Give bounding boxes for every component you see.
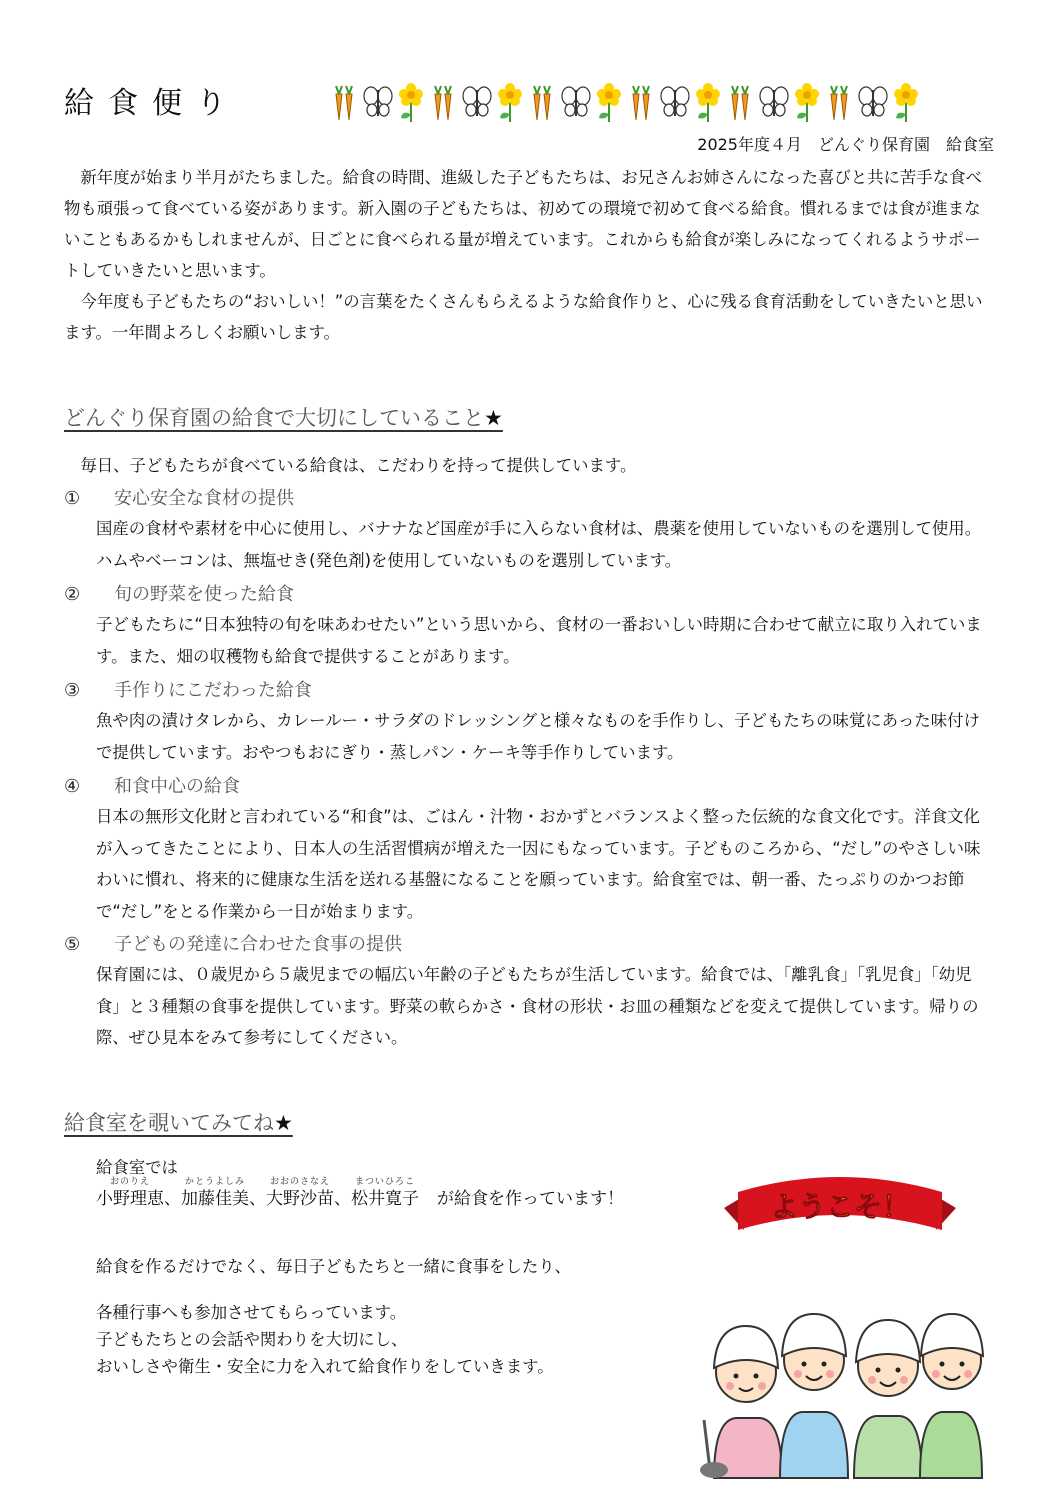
butterfly-icon: [561, 80, 591, 124]
item-body-3: 魚や肉の漬けタレから、カレールー・サラダのドレッシングと様々なものを手作りし、子どもたちの味覚にあった味付けで提供しています。おやつもおにぎり・蒸しパン・ケーキ等手作りしています。: [96, 711, 980, 762]
kitchen-line-3: 給食を作るだけでなく、毎日子どもたちと一緒に食事をしたり、: [96, 1257, 571, 1276]
name-ruby: まついひろこ: [354, 1177, 415, 1187]
item-number: ③: [64, 680, 81, 701]
section1-lead: 毎日、子どもたちが食べている給食は、こだわりを持って提供しています。: [80, 456, 637, 475]
item-body-1: 国産の食材や素材を中心に使用し、バナナなど国産が手に入らない食材は、農薬を使用していないものを選別して使用。ハムやベーコンは、無塩せき(発色剤)を使用していないものを選別しています。: [96, 519, 982, 570]
name-separator: 、: [334, 1189, 351, 1209]
kitchen-line-4: 各種行事へも参加させてもらっています。: [96, 1303, 407, 1322]
flower-icon: [891, 80, 921, 124]
section1-heading-text: どんぐり保育園の給食で大切にしていること: [64, 406, 484, 430]
item-title-5: [64, 930, 402, 956]
item-body-2: 子どもたちに“日本独特の旬を味あわせたい”という思いから、食材の一番おいしい時期に合わせて献立に取り入れています。また、畑の収穫物も給食で提供することがあります。: [96, 615, 982, 666]
banner-text: ようこそ！: [769, 1190, 911, 1223]
name-ruby: かとうよしみ: [184, 1177, 245, 1187]
section2-heading-text: 給食室を覗いてみてね: [64, 1111, 274, 1135]
staff-name: [266, 1176, 334, 1210]
item-number: ②: [64, 584, 81, 605]
section2-heading: [64, 1107, 293, 1137]
staff-name: [181, 1176, 249, 1210]
item-body-5: 保育園には、０歳児から５歳児までの幅広い年齢の子どもたちが生活しています。給食では、「離乳食」「乳児食」「幼児食」と３種類の食事を提供しています。野菜の軟らかさ・食材の形状・お皿の種類などを変えて提供しています。帰りの際、ぜひ見本をみて参考にしてください。: [96, 965, 979, 1047]
item-title-1: [64, 484, 294, 510]
item-title-text: 旬の野菜を使った給食: [114, 584, 294, 605]
item-number: ④: [64, 776, 81, 797]
section1-heading: [64, 402, 503, 432]
item-body-4: 日本の無形文化財と言われている“和食”は、ごはん・汁物・おかずとバランスよく整った伝統的な食文化です。洋食文化が入ってきたことにより、日本人の生活習慣病が増えた一因にもなっています。子どものころから、“だし”のやさしい味わいに慣れ、将来的に健康な生活を送れる基盤になることを願っています。給食室では、朝一番、たっぷりのかつお節で“だし”をとる作業から一日が始まります。: [96, 807, 981, 921]
intro-paragraph-2: 今年度も子どもたちの“おいしい！”の言葉をたくさんもらえるような給食作りと、心に残る食育活動をしていきたいと思います。一年間よろしくお願いします。: [64, 292, 983, 342]
butterfly-icon: [462, 80, 492, 124]
name-separator: 、: [164, 1189, 181, 1209]
item-title-text: 安心安全な食材の提供: [114, 488, 294, 509]
staff-names: [96, 1176, 624, 1210]
date-line: 2025年度４月 どんぐり保育園 給食室: [697, 135, 994, 154]
name-ruby: おおのさなえ: [269, 1177, 330, 1187]
staff-name: [351, 1176, 419, 1210]
carrot-icon: [726, 80, 756, 124]
staff-figure-2: [780, 1314, 848, 1478]
butterfly-icon: [660, 80, 690, 124]
flower-icon: [792, 80, 822, 124]
name-text: 松井寛子: [351, 1189, 419, 1209]
name-ruby: おのりえ: [109, 1177, 150, 1187]
item-title-text: 子どもの発達に合わせた食事の提供: [114, 934, 402, 955]
item-title-4: [64, 772, 240, 798]
carrot-icon: [330, 80, 360, 124]
item-title-2: [64, 580, 294, 606]
carrot-icon: [528, 80, 558, 124]
page-title: 給食便り: [64, 86, 240, 121]
carrot-icon: [627, 80, 657, 124]
item-title-3: [64, 676, 312, 702]
names-suffix: が給食を作っています！: [437, 1189, 624, 1209]
item-title-text: 手作りにこだわった給食: [114, 680, 312, 701]
item-number: ⑤: [64, 934, 81, 955]
carrot-icon: [825, 80, 855, 124]
staff-name: [96, 1176, 164, 1210]
item-title-text: 和食中心の給食: [114, 776, 240, 797]
kitchen-line-5: 子どもたちとの会話や関わりを大切にし、: [96, 1330, 408, 1349]
butterfly-icon: [363, 80, 393, 124]
item-number: ①: [64, 488, 81, 509]
name-separator: 、: [249, 1189, 266, 1209]
star-icon: ★: [274, 1111, 293, 1135]
butterfly-icon: [858, 80, 888, 124]
flower-icon: [594, 80, 624, 124]
flower-icon: [693, 80, 723, 124]
header-decoration: [330, 80, 970, 124]
name-text: 小野理恵: [96, 1189, 164, 1209]
carrot-icon: [429, 80, 459, 124]
kitchen-staff-illustration: [694, 1300, 984, 1480]
name-text: 加藤佳美: [181, 1189, 249, 1209]
staff-figure-3: [854, 1320, 922, 1478]
staff-figure-4: [920, 1314, 983, 1478]
kitchen-line-6: おいしさや衛生・安全に力を入れて給食作りをしていきます。: [96, 1357, 554, 1376]
flower-icon: [396, 80, 426, 124]
butterfly-icon: [759, 80, 789, 124]
intro-paragraph-1: 新年度が始まり半月がたちました。給食の時間、進級した子どもたちは、お兄さんお姉さんになった喜びと共に苦手な食べ物も頑張って食べている姿があります。新入園の子どもたちは、初めての環境で初めて食べる給食。慣れるまでは食が進まないこともあるかもしれませんが、日ごとに食べられる量が増えています。これからも給食が楽しみになってくれるようサポートしていきたいと思います。: [64, 168, 982, 280]
kitchen-intro: 給食室では: [96, 1158, 178, 1177]
name-text: 大野沙苗: [266, 1189, 334, 1209]
staff-figure-1: [700, 1326, 782, 1478]
flower-icon: [495, 80, 525, 124]
star-icon: ★: [484, 406, 503, 430]
welcome-banner: [720, 1168, 960, 1248]
